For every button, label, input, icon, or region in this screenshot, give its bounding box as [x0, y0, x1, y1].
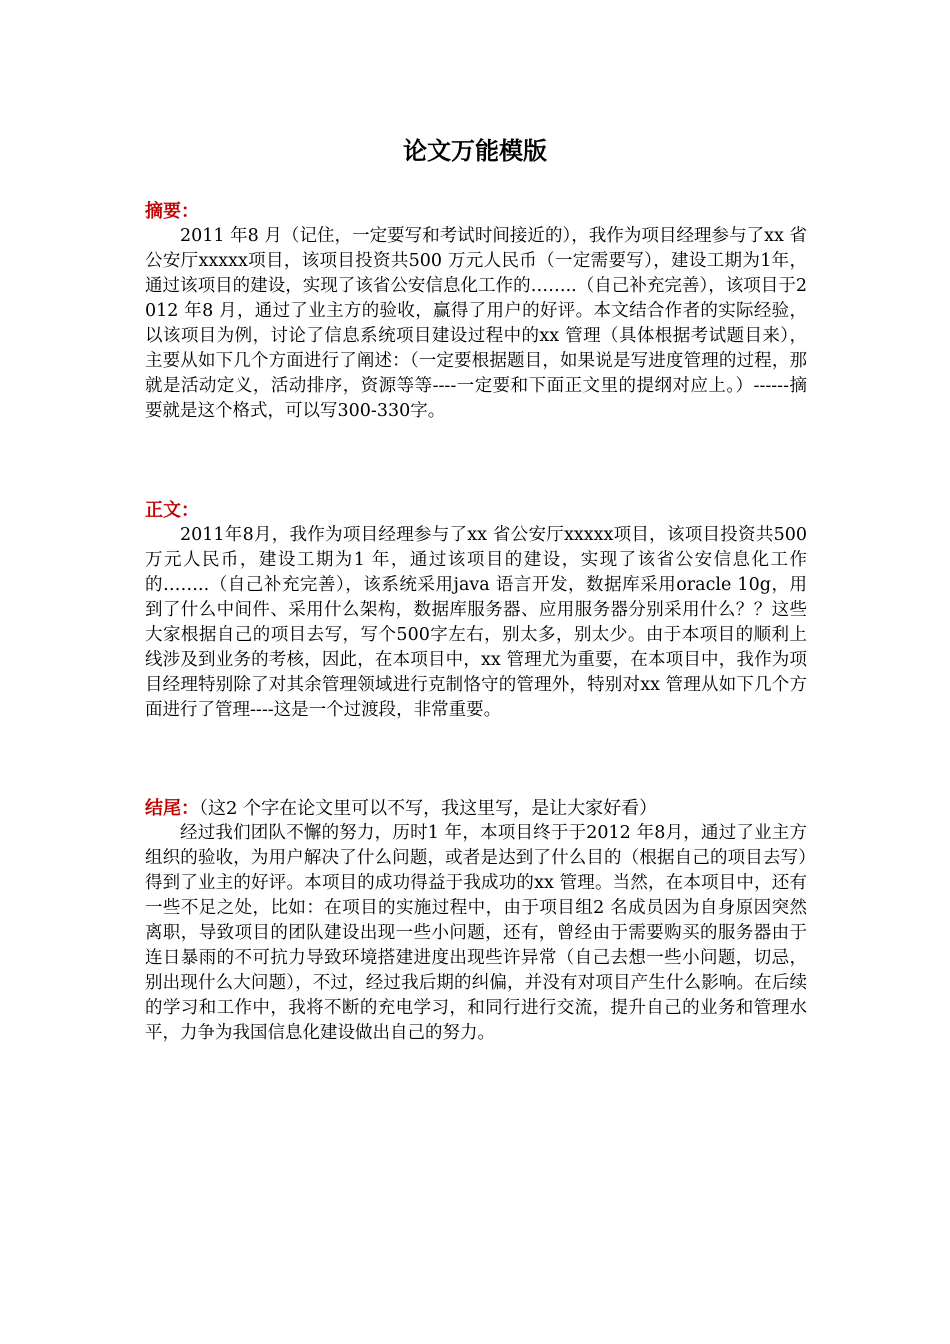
abstract-section — [145, 199, 807, 424]
abstract-paragraph: 2011 年8 月（记住，一定要写和考试时间接近的），我作为项目经理参与了xx 省公安厅xxxxx项目，该项目投资共500 万元人民币（一定需要写），建设工期为1年，通过该项目的建设，实现了该省公安信息化工作的……..（自己补充完善），该项目于2012 年8 月，通过了业主方的验收，赢得了用户的好评。本文结合作者的实际经验，以该项目为例，讨论了信息系统项目建设过程中的xx 管理（具体根据考试题目来），主要从如下几个方面进行了阐述：（一定要根据题目，如果说是写进度管理的过程，那就是活动定义，活动排序，资源等等----一定要和下面正文里的提纲对应上。）------摘要就是这个格式，可以写300-330字。 — [145, 226, 807, 421]
body-section — [145, 498, 807, 723]
ending-heading-note: （这2 个字在论文里可以不写，我这里写，是让大家好看） — [199, 798, 658, 819]
ending-section — [145, 796, 807, 1046]
ending-paragraph: 经过我们团队不懈的努力，历时1 年，本项目终于于2012 年8月，通过了业主方组织的验收，为用户解决了什么问题，或者是达到了什么目的（根据自己的项目去写）得到了业主的好评。本项目的成功得益于我成功的xx 管理。当然，在本项目中，还有一些不足之处，比如：在项目的实施过程中，由于项目组2 名成员因为自身原因突然离职，导致项目的团队建设出现一些小问题，还有，曾经由于需要购买的服务器由于连日暴雨的不可抗力导致环境搭建进度出现些许异常（自己去想一些小问题，切忌，别出现什么大问题），不过，经过我后期的纠偏，并没有对项目产生什么影响。在后续的学习和工作中，我将不断的充电学习，和同行进行交流，提升自己的业务和管理水平，力争为我国信息化建设做出自己的努力。 — [145, 823, 807, 1043]
body-paragraph: 2011年8月，我作为项目经理参与了xx 省公安厅xxxxx项目，该项目投资共500万元人民币，建设工期为1 年，通过该项目的建设，实现了该省公安信息化工作的……..（自己补充完善），该系统采用java 语言开发，数据库采用oracle 10g，用到了什么中间件、采用什么架构，数据库服务器、应用服务器分别采用什么？？这些大家根据自己的项目去写，写个500字左右，别太多，别太少。由于本项目的顺利上线涉及到业务的考核，因此，在本项目中，xx 管理尤为重要，在本项目中，我作为项目经理特别除了对其余管理领域进行克制恪守的管理外，特别对xx 管理从如下几个方面进行了管理----这是一个过渡段，非常重要。 — [145, 525, 807, 720]
body-heading: 正文： — [145, 500, 199, 521]
abstract-heading: 摘要： — [145, 201, 199, 222]
ending-heading: 结尾： — [145, 798, 199, 819]
document-title: 论文万能模版 — [403, 137, 547, 165]
ending-heading-line — [145, 796, 807, 821]
